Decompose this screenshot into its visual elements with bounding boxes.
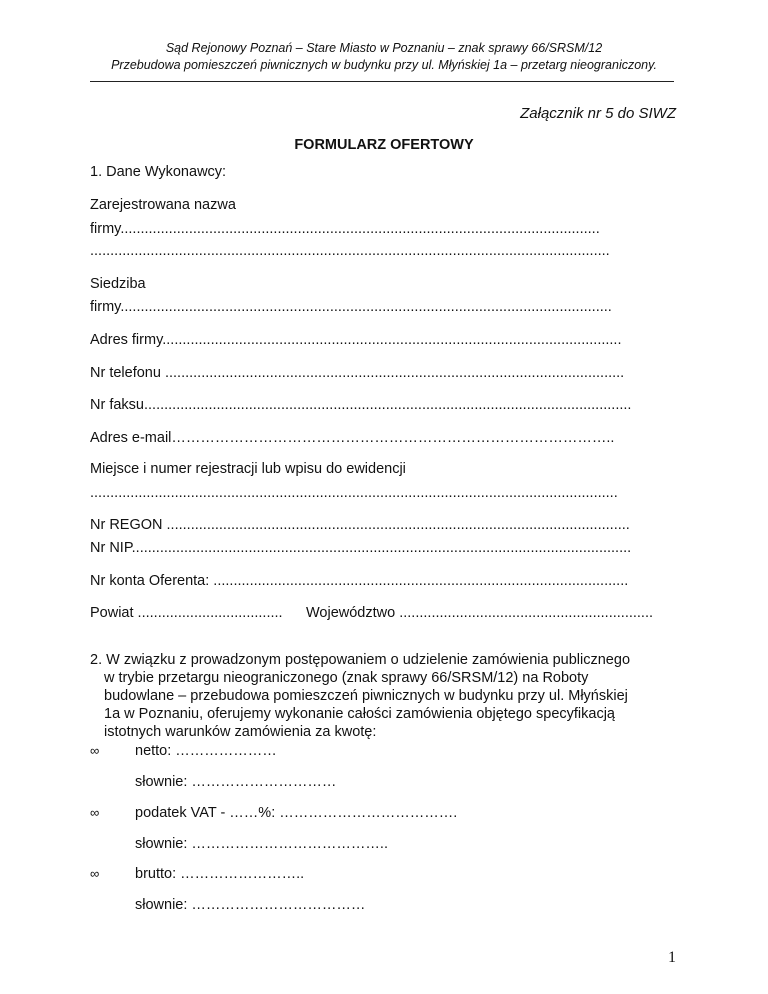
annex-label: Załącznik nr 5 do SIWZ	[520, 105, 676, 122]
section2-line-3: budowlane – przebudowa pomieszczeń piwnicznych w budynku przy ul. Młyńskiej	[104, 688, 628, 704]
registry-field: ...................................................................................................................................	[90, 485, 618, 501]
reg-name-label: Zarejestrowana nazwa	[90, 197, 236, 213]
vat-words: słownie: …………………………………..	[135, 836, 388, 852]
nip-field: Nr NIP............................................................................................................................	[90, 540, 632, 556]
netto-label: netto: …………………	[135, 743, 277, 759]
vat-label: podatek VAT - ……%: ……………………………….	[135, 805, 458, 821]
header-court: Sąd Rejonowy Poznań – Stare Miasto w Poznaniu – znak sprawy 66/SRSM/12	[165, 41, 603, 55]
netto-item	[90, 742, 277, 760]
section2-line-1: 2. W związku z prowadzonym postępowaniem o udzielenie zamówienia publicznego	[90, 652, 631, 668]
brutto-item	[90, 865, 304, 883]
bullet-icon: ∞	[90, 805, 100, 820]
email-field: Adres e-mail………………………………………………………………………………..	[90, 430, 615, 446]
header-project: Przebudowa pomieszczeń piwnicznych w budynku przy ul. Młyńskiej 1a – przetarg nieograniczony.	[111, 58, 657, 72]
fax-field: Nr faksu.........................................................................................................................	[90, 397, 632, 413]
section2-paragraph	[90, 651, 674, 741]
address-field: Adres firmy..................................................................................................................	[90, 332, 622, 348]
section1-heading: 1. Dane Wykonawcy:	[90, 164, 227, 180]
header-rule	[90, 81, 674, 82]
form-title: FORMULARZ OFERTOWY	[294, 137, 474, 153]
wojewodztwo-field: Województwo ...............................................................	[306, 605, 654, 621]
seat-label: Siedziba	[90, 276, 146, 292]
phone-field: Nr telefonu ..................................................................................................................	[90, 365, 625, 381]
page-number: 1	[668, 949, 676, 966]
registry-label: Miejsce i numer rejestracji lub wpisu do ewidencji	[90, 461, 406, 477]
vat-item	[90, 804, 457, 822]
section2-line-2: w trybie przetargu nieograniczonego (znak sprawy 66/SRSM/12) na Roboty	[104, 670, 589, 686]
bullet-icon: ∞	[90, 743, 100, 758]
section2-line-4: 1a w Poznaniu, oferujemy wykonanie całości zamówienia objętego specyfikacją	[104, 706, 615, 722]
brutto-words: słownie: ………………………………	[135, 897, 366, 913]
powiat-field: Powiat ....................................	[90, 605, 283, 621]
account-field: Nr konta Oferenta: .......................................................................................................	[90, 573, 629, 589]
seat-field: firmy..........................................................................................................................	[90, 299, 612, 315]
netto-words: słownie: …………………………	[135, 774, 337, 790]
regon-field: Nr REGON ...................................................................................................................	[90, 517, 630, 533]
section2-line-5: istotnych warunków zamówienia za kwotę:	[104, 724, 377, 740]
bullet-icon: ∞	[90, 866, 100, 881]
brutto-label: brutto: ……………………..	[135, 866, 305, 882]
reg-name-field-2: .................................................................................................................................	[90, 243, 610, 259]
reg-name-field: firmy.......................................................................................................................	[90, 221, 600, 237]
